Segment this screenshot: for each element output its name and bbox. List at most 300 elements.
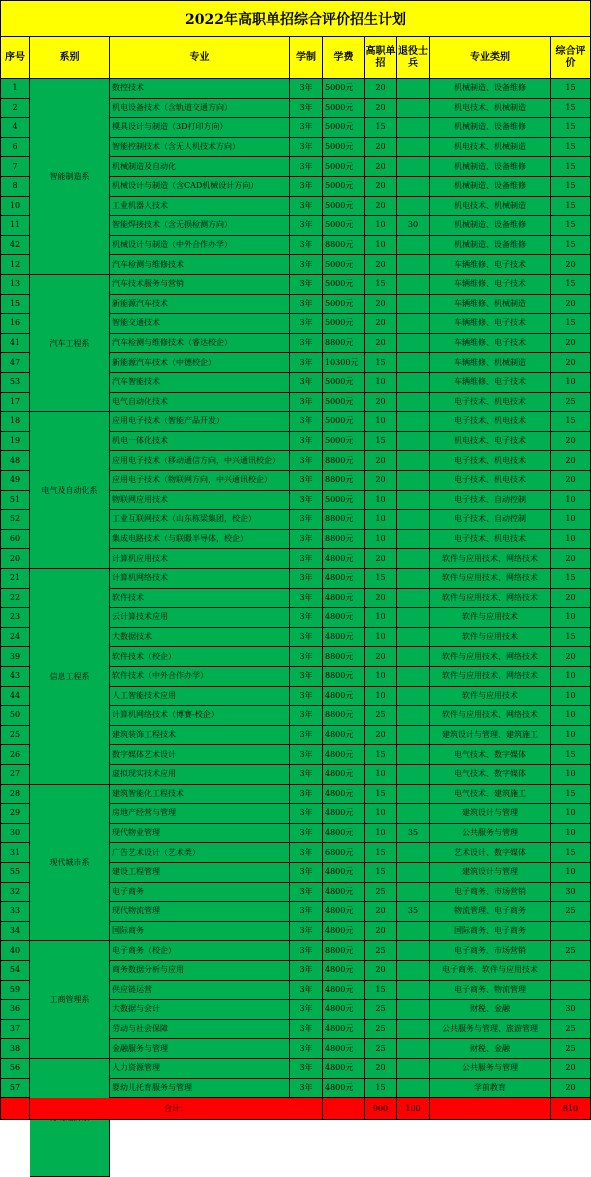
major-cell: 电子商务（校企） — [110, 941, 290, 961]
comprehensive-quota-cell: 10 — [551, 824, 591, 844]
comprehensive-quota-cell: 15 — [551, 197, 591, 217]
total-row — [0, 1098, 591, 1120]
category-cell: 机电技术、机械制造 — [430, 99, 551, 119]
veteran-quota-cell — [397, 706, 430, 726]
comprehensive-quota-cell: 15 — [551, 216, 591, 236]
tuition-cell: 5000元 — [323, 295, 365, 315]
index-cell: 10 — [0, 197, 30, 217]
major-cell: 国际商务 — [110, 922, 290, 942]
category-cell: 车辆维修、机械制造 — [430, 295, 551, 315]
index-cell: 41 — [0, 334, 30, 354]
gaozhi-quota-cell: 10 — [365, 667, 397, 687]
duration-cell: 3年 — [290, 530, 323, 550]
duration-cell: 3年 — [290, 432, 323, 452]
duration-cell: 3年 — [290, 687, 323, 707]
category-cell: 电子商务、市场营销 — [430, 941, 551, 961]
tuition-cell: 5000元 — [323, 432, 365, 452]
gaozhi-quota-cell: 10 — [365, 373, 397, 393]
gaozhi-quota-cell: 20 — [365, 589, 397, 609]
gaozhi-quota-cell: 20 — [365, 451, 397, 471]
tuition-cell: 4800元 — [323, 726, 365, 746]
veteran-quota-cell — [397, 118, 430, 138]
index-cell: 31 — [0, 843, 30, 863]
duration-cell: 3年 — [290, 961, 323, 981]
gaozhi-quota-cell: 10 — [365, 804, 397, 824]
major-cell: 劳动与社会保障 — [110, 1020, 290, 1040]
duration-cell: 3年 — [290, 510, 323, 530]
gaozhi-quota-cell: 10 — [365, 530, 397, 550]
tuition-cell: 8800元 — [323, 941, 365, 961]
veteran-quota-cell — [397, 177, 430, 197]
tuition-cell: 4800元 — [323, 569, 365, 589]
gaozhi-quota-cell: 20 — [365, 647, 397, 667]
tuition-cell: 10300元 — [323, 353, 365, 373]
major-cell: 机械设计与制造（含CAD机械设计方向） — [110, 177, 290, 197]
category-cell: 机械制造、设备维修 — [430, 79, 551, 99]
duration-cell: 3年 — [290, 765, 323, 785]
col-header-duration: 学制 — [290, 37, 323, 79]
col-header-veteran-quota: 退役士兵 — [397, 37, 430, 79]
comprehensive-quota-cell: 15 — [551, 628, 591, 648]
comprehensive-quota-cell: 15 — [551, 569, 591, 589]
gaozhi-quota-cell: 20 — [365, 902, 397, 922]
gaozhi-quota-cell: 10 — [365, 412, 397, 432]
tuition-cell: 4800元 — [323, 1059, 365, 1079]
tuition-cell: 5000元 — [323, 216, 365, 236]
index-cell: 20 — [0, 549, 30, 569]
index-cell: 44 — [0, 687, 30, 707]
gaozhi-quota-cell: 20 — [365, 1059, 397, 1079]
comprehensive-quota-cell: 15 — [551, 138, 591, 158]
gaozhi-quota-cell: 20 — [365, 471, 397, 491]
category-cell: 电子技术、机电技术 — [430, 471, 551, 491]
gaozhi-quota-cell: 10 — [365, 687, 397, 707]
veteran-quota-cell — [397, 1000, 430, 1020]
major-cell: 人力资源管理 — [110, 1059, 290, 1079]
duration-cell: 3年 — [290, 99, 323, 119]
index-cell: 32 — [0, 883, 30, 903]
tuition-cell: 5000元 — [323, 373, 365, 393]
category-cell: 公共服务与管理、旅游管理 — [430, 1020, 551, 1040]
veteran-quota-cell — [397, 745, 430, 765]
category-cell: 电子技术、自动控制 — [430, 491, 551, 511]
veteran-quota-cell — [397, 628, 430, 648]
index-cell: 26 — [0, 745, 30, 765]
index-cell: 13 — [0, 275, 30, 295]
category-cell: 电子技术、自动控制 — [430, 510, 551, 530]
index-cell: 6 — [0, 138, 30, 158]
gaozhi-quota-cell: 25 — [365, 1039, 397, 1059]
comprehensive-quota-cell: 25 — [551, 1039, 591, 1059]
duration-cell: 3年 — [290, 314, 323, 334]
veteran-quota-cell: 35 — [397, 902, 430, 922]
veteran-quota-cell — [397, 236, 430, 256]
duration-cell: 3年 — [290, 295, 323, 315]
duration-cell: 3年 — [290, 981, 323, 1001]
tuition-cell: 8800元 — [323, 236, 365, 256]
comprehensive-quota-cell: 10 — [551, 687, 591, 707]
gaozhi-quota-cell: 15 — [365, 843, 397, 863]
index-cell: 2 — [0, 99, 30, 119]
department-group-cell: 汽车工程系 — [30, 275, 110, 412]
veteran-quota-cell — [397, 451, 430, 471]
gaozhi-quota-cell: 15 — [365, 745, 397, 765]
category-cell: 机电技术、电子技术 — [430, 432, 551, 452]
category-cell: 财税、金融 — [430, 1000, 551, 1020]
index-cell: 29 — [0, 804, 30, 824]
index-cell: 37 — [0, 1020, 30, 1040]
header-row — [0, 37, 591, 79]
veteran-quota-cell — [397, 295, 430, 315]
gaozhi-quota-cell: 20 — [365, 726, 397, 746]
total-gaozhi: 900 — [365, 1098, 397, 1120]
comprehensive-quota-cell: 10 — [551, 726, 591, 746]
veteran-quota-cell — [397, 197, 430, 217]
veteran-quota-cell — [397, 314, 430, 334]
veteran-quota-cell — [397, 608, 430, 628]
major-cell: 现代物流管理 — [110, 902, 290, 922]
index-cell: 54 — [0, 961, 30, 981]
duration-cell: 3年 — [290, 628, 323, 648]
category-cell: 机械制造、设备维修 — [430, 177, 551, 197]
index-cell: 50 — [0, 706, 30, 726]
veteran-quota-cell — [397, 1039, 430, 1059]
index-cell: 18 — [0, 412, 30, 432]
tuition-cell: 8800元 — [323, 667, 365, 687]
index-cell: 21 — [0, 569, 30, 589]
veteran-quota-cell — [397, 393, 430, 413]
category-cell: 电气技术、数字媒体 — [430, 765, 551, 785]
gaozhi-quota-cell: 15 — [365, 353, 397, 373]
veteran-quota-cell — [397, 569, 430, 589]
duration-cell: 3年 — [290, 1020, 323, 1040]
duration-cell: 3年 — [290, 902, 323, 922]
index-cell: 56 — [0, 1059, 30, 1079]
col-header-tuition: 学费 — [323, 37, 365, 79]
comprehensive-quota-cell: 20 — [551, 432, 591, 452]
comprehensive-quota-cell: 20 — [551, 451, 591, 471]
veteran-quota-cell — [397, 99, 430, 119]
duration-cell: 3年 — [290, 843, 323, 863]
gaozhi-quota-cell: 20 — [365, 99, 397, 119]
major-cell: 金融服务与管理 — [110, 1039, 290, 1059]
duration-cell: 3年 — [290, 471, 323, 491]
category-cell: 国际商务、电子商务 — [430, 922, 551, 942]
major-cell: 机电设备技术（含轨道交通方向） — [110, 99, 290, 119]
tuition-cell: 8800元 — [323, 451, 365, 471]
category-cell: 机械制造、设备维修 — [430, 216, 551, 236]
major-cell: 机电一体化技术 — [110, 432, 290, 452]
major-cell: 模具设计与制造（3D打印方向） — [110, 118, 290, 138]
duration-cell: 3年 — [290, 883, 323, 903]
tuition-cell: 5000元 — [323, 197, 365, 217]
tuition-cell: 4800元 — [323, 1039, 365, 1059]
duration-cell: 3年 — [290, 118, 323, 138]
duration-cell: 3年 — [290, 353, 323, 373]
category-cell: 艺术设计、数字媒体 — [430, 843, 551, 863]
veteran-quota-cell — [397, 510, 430, 530]
veteran-quota-cell — [397, 549, 430, 569]
category-cell: 车辆维修、电子技术 — [430, 255, 551, 275]
major-cell: 房地产经营与管理 — [110, 804, 290, 824]
gaozhi-quota-cell: 10 — [365, 510, 397, 530]
veteran-quota-cell — [397, 1079, 430, 1099]
gaozhi-quota-cell: 25 — [365, 1000, 397, 1020]
comprehensive-quota-cell: 30 — [551, 1000, 591, 1020]
tuition-cell: 4800元 — [323, 765, 365, 785]
gaozhi-quota-cell: 15 — [365, 785, 397, 805]
duration-cell: 3年 — [290, 863, 323, 883]
tuition-cell: 8800元 — [323, 471, 365, 491]
comprehensive-quota-cell: 25 — [551, 393, 591, 413]
major-cell: 智能交通技术 — [110, 314, 290, 334]
index-cell: 15 — [0, 295, 30, 315]
comprehensive-quota-cell — [551, 922, 591, 942]
comprehensive-quota-cell — [551, 961, 591, 981]
veteran-quota-cell — [397, 667, 430, 687]
gaozhi-quota-cell: 25 — [365, 941, 397, 961]
duration-cell: 3年 — [290, 491, 323, 511]
duration-cell: 3年 — [290, 1039, 323, 1059]
gaozhi-quota-cell: 20 — [365, 314, 397, 334]
category-cell: 电气技术、建筑施工 — [430, 785, 551, 805]
category-cell: 电子技术、机电技术 — [430, 412, 551, 432]
category-cell: 机电技术、机械制造 — [430, 197, 551, 217]
veteran-quota-cell — [397, 785, 430, 805]
tuition-cell: 4800元 — [323, 824, 365, 844]
duration-cell: 3年 — [290, 1059, 323, 1079]
total-index-cell — [0, 1098, 30, 1120]
comprehensive-quota-cell: 20 — [551, 1059, 591, 1079]
department-group-cell: 工商管理系 — [30, 941, 110, 1059]
tuition-cell: 5000元 — [323, 99, 365, 119]
major-cell: 建筑装饰工程技术 — [110, 726, 290, 746]
tuition-cell: 4800元 — [323, 745, 365, 765]
veteran-quota-cell — [397, 647, 430, 667]
col-header-major: 专业 — [110, 37, 290, 79]
index-cell: 52 — [0, 510, 30, 530]
duration-cell: 3年 — [290, 451, 323, 471]
gaozhi-quota-cell: 15 — [365, 569, 397, 589]
index-cell: 39 — [0, 647, 30, 667]
tuition-cell: 8800元 — [323, 334, 365, 354]
index-cell: 1 — [0, 79, 30, 99]
duration-cell: 3年 — [290, 647, 323, 667]
major-cell: 计算机应用技术 — [110, 549, 290, 569]
major-cell: 物联网应用技术 — [110, 491, 290, 511]
gaozhi-quota-cell: 20 — [365, 197, 397, 217]
veteran-quota-cell — [397, 334, 430, 354]
index-cell: 55 — [0, 863, 30, 883]
gaozhi-quota-cell: 25 — [365, 883, 397, 903]
duration-cell: 3年 — [290, 138, 323, 158]
gaozhi-quota-cell: 10 — [365, 216, 397, 236]
gaozhi-quota-cell: 20 — [365, 393, 397, 413]
gaozhi-quota-cell: 25 — [365, 706, 397, 726]
gaozhi-quota-cell: 15 — [365, 981, 397, 1001]
duration-cell: 3年 — [290, 549, 323, 569]
tuition-cell: 8800元 — [323, 706, 365, 726]
category-cell: 建筑设计与管理 — [430, 804, 551, 824]
category-cell: 公共服务与管理 — [430, 1059, 551, 1079]
tuition-cell: 4800元 — [323, 863, 365, 883]
duration-cell: 3年 — [290, 941, 323, 961]
index-cell: 42 — [0, 236, 30, 256]
category-cell: 机械制造、设备维修 — [430, 236, 551, 256]
veteran-quota-cell — [397, 726, 430, 746]
category-cell: 软件与应用技术、网络技术 — [430, 549, 551, 569]
total-category-cell — [430, 1098, 551, 1120]
comprehensive-quota-cell: 20 — [551, 353, 591, 373]
tuition-cell: 6800元 — [323, 843, 365, 863]
comprehensive-quota-cell: 20 — [551, 549, 591, 569]
department-group-cell: 信息工程系 — [30, 569, 110, 785]
major-cell: 数控技术 — [110, 79, 290, 99]
duration-cell: 3年 — [290, 726, 323, 746]
category-cell: 车辆维修、电子技术 — [430, 373, 551, 393]
major-cell: 供应链运营 — [110, 981, 290, 1001]
major-cell: 软件技术（中外合作办学） — [110, 667, 290, 687]
index-cell: 8 — [0, 177, 30, 197]
duration-cell: 3年 — [290, 745, 323, 765]
category-cell: 物流管理、电子商务 — [430, 902, 551, 922]
gaozhi-quota-cell: 20 — [365, 295, 397, 315]
index-cell: 25 — [0, 726, 30, 746]
index-cell: 28 — [0, 785, 30, 805]
category-cell: 软件与应用技术 — [430, 608, 551, 628]
comprehensive-quota-cell: 15 — [551, 785, 591, 805]
duration-cell: 3年 — [290, 255, 323, 275]
index-cell: 48 — [0, 451, 30, 471]
index-cell: 12 — [0, 255, 30, 275]
veteran-quota-cell — [397, 157, 430, 177]
col-header-comprehensive-quota: 综合评价 — [551, 37, 591, 79]
category-cell: 电子技术、机电技术 — [430, 530, 551, 550]
duration-cell: 3年 — [290, 706, 323, 726]
tuition-cell: 4800元 — [323, 549, 365, 569]
major-cell: 电气自动化技术 — [110, 393, 290, 413]
index-cell: 43 — [0, 667, 30, 687]
index-cell: 38 — [0, 1039, 30, 1059]
comprehensive-quota-cell: 20 — [551, 1079, 591, 1099]
duration-cell: 3年 — [290, 412, 323, 432]
veteran-quota-cell — [397, 530, 430, 550]
index-cell: 57 — [0, 1079, 30, 1099]
tuition-cell: 8800元 — [323, 647, 365, 667]
index-cell: 27 — [0, 765, 30, 785]
tuition-cell: 5000元 — [323, 412, 365, 432]
comprehensive-quota-cell: 15 — [551, 118, 591, 138]
duration-cell: 3年 — [290, 334, 323, 354]
veteran-quota-cell — [397, 863, 430, 883]
tuition-cell: 4800元 — [323, 608, 365, 628]
tuition-cell: 4800元 — [323, 1079, 365, 1099]
department-group-cell: 现代城市系 — [30, 785, 110, 942]
comprehensive-quota-cell: 15 — [551, 314, 591, 334]
col-header-category: 专业类别 — [430, 37, 551, 79]
major-cell: 人工智能技术应用 — [110, 687, 290, 707]
veteran-quota-cell — [397, 941, 430, 961]
duration-cell: 3年 — [290, 177, 323, 197]
comprehensive-quota-cell: 10 — [551, 510, 591, 530]
comprehensive-quota-cell: 10 — [551, 608, 591, 628]
category-cell: 软件与应用技术 — [430, 628, 551, 648]
gaozhi-quota-cell: 20 — [365, 334, 397, 354]
tuition-cell: 8800元 — [323, 530, 365, 550]
veteran-quota-cell — [397, 138, 430, 158]
comprehensive-quota-cell: 25 — [551, 1020, 591, 1040]
gaozhi-quota-cell: 15 — [365, 1079, 397, 1099]
comprehensive-quota-cell: 10 — [551, 667, 591, 687]
duration-cell: 3年 — [290, 1079, 323, 1099]
major-cell: 机械设计与制造（中外合作办学） — [110, 236, 290, 256]
category-cell: 软件与应用技术、网络技术 — [430, 667, 551, 687]
major-cell: 软件技术 — [110, 589, 290, 609]
duration-cell: 3年 — [290, 824, 323, 844]
comprehensive-quota-cell: 10 — [551, 706, 591, 726]
major-cell: 云计算技术应用 — [110, 608, 290, 628]
category-cell: 车辆维修、机械制造 — [430, 353, 551, 373]
major-cell: 计算机网络技术（博赛-校企） — [110, 706, 290, 726]
veteran-quota-cell — [397, 765, 430, 785]
gaozhi-quota-cell: 10 — [365, 608, 397, 628]
category-cell: 机电技术、机械制造 — [430, 138, 551, 158]
tuition-cell: 5000元 — [323, 177, 365, 197]
gaozhi-quota-cell: 20 — [365, 961, 397, 981]
comprehensive-quota-cell: 20 — [551, 295, 591, 315]
comprehensive-quota-cell: 15 — [551, 843, 591, 863]
major-cell: 工业机器人技术 — [110, 197, 290, 217]
tuition-cell: 5000元 — [323, 275, 365, 295]
total-veteran: 100 — [397, 1098, 430, 1120]
duration-cell: 3年 — [290, 804, 323, 824]
duration-cell: 3年 — [290, 157, 323, 177]
veteran-quota-cell — [397, 687, 430, 707]
category-cell: 软件与应用技术 — [430, 687, 551, 707]
veteran-quota-cell: 30 — [397, 216, 430, 236]
tuition-cell: 4800元 — [323, 785, 365, 805]
tuition-cell: 4800元 — [323, 589, 365, 609]
col-header-gaozhi-quota: 高职单招 — [365, 37, 397, 79]
tuition-cell: 5000元 — [323, 157, 365, 177]
tuition-cell: 4800元 — [323, 1020, 365, 1040]
index-cell: 49 — [0, 471, 30, 491]
tuition-cell: 5000元 — [323, 393, 365, 413]
tuition-cell: 5000元 — [323, 79, 365, 99]
index-cell: 30 — [0, 824, 30, 844]
col-header-index: 序号 — [0, 37, 30, 79]
duration-cell: 3年 — [290, 569, 323, 589]
gaozhi-quota-cell: 20 — [365, 922, 397, 942]
tuition-cell: 5000元 — [323, 314, 365, 334]
major-cell: 虚拟现实技术应用 — [110, 765, 290, 785]
duration-cell: 3年 — [290, 275, 323, 295]
index-cell: 60 — [0, 530, 30, 550]
index-cell: 59 — [0, 981, 30, 1001]
index-cell: 23 — [0, 608, 30, 628]
tuition-cell: 4800元 — [323, 628, 365, 648]
category-cell: 机械制造、设备维修 — [430, 157, 551, 177]
col-header-department: 系别 — [30, 37, 110, 79]
tuition-cell: 4800元 — [323, 687, 365, 707]
duration-cell: 3年 — [290, 922, 323, 942]
index-cell: 24 — [0, 628, 30, 648]
gaozhi-quota-cell: 20 — [365, 255, 397, 275]
veteran-quota-cell — [397, 804, 430, 824]
comprehensive-quota-cell: 10 — [551, 863, 591, 883]
comprehensive-quota-cell: 10 — [551, 491, 591, 511]
veteran-quota-cell — [397, 981, 430, 1001]
